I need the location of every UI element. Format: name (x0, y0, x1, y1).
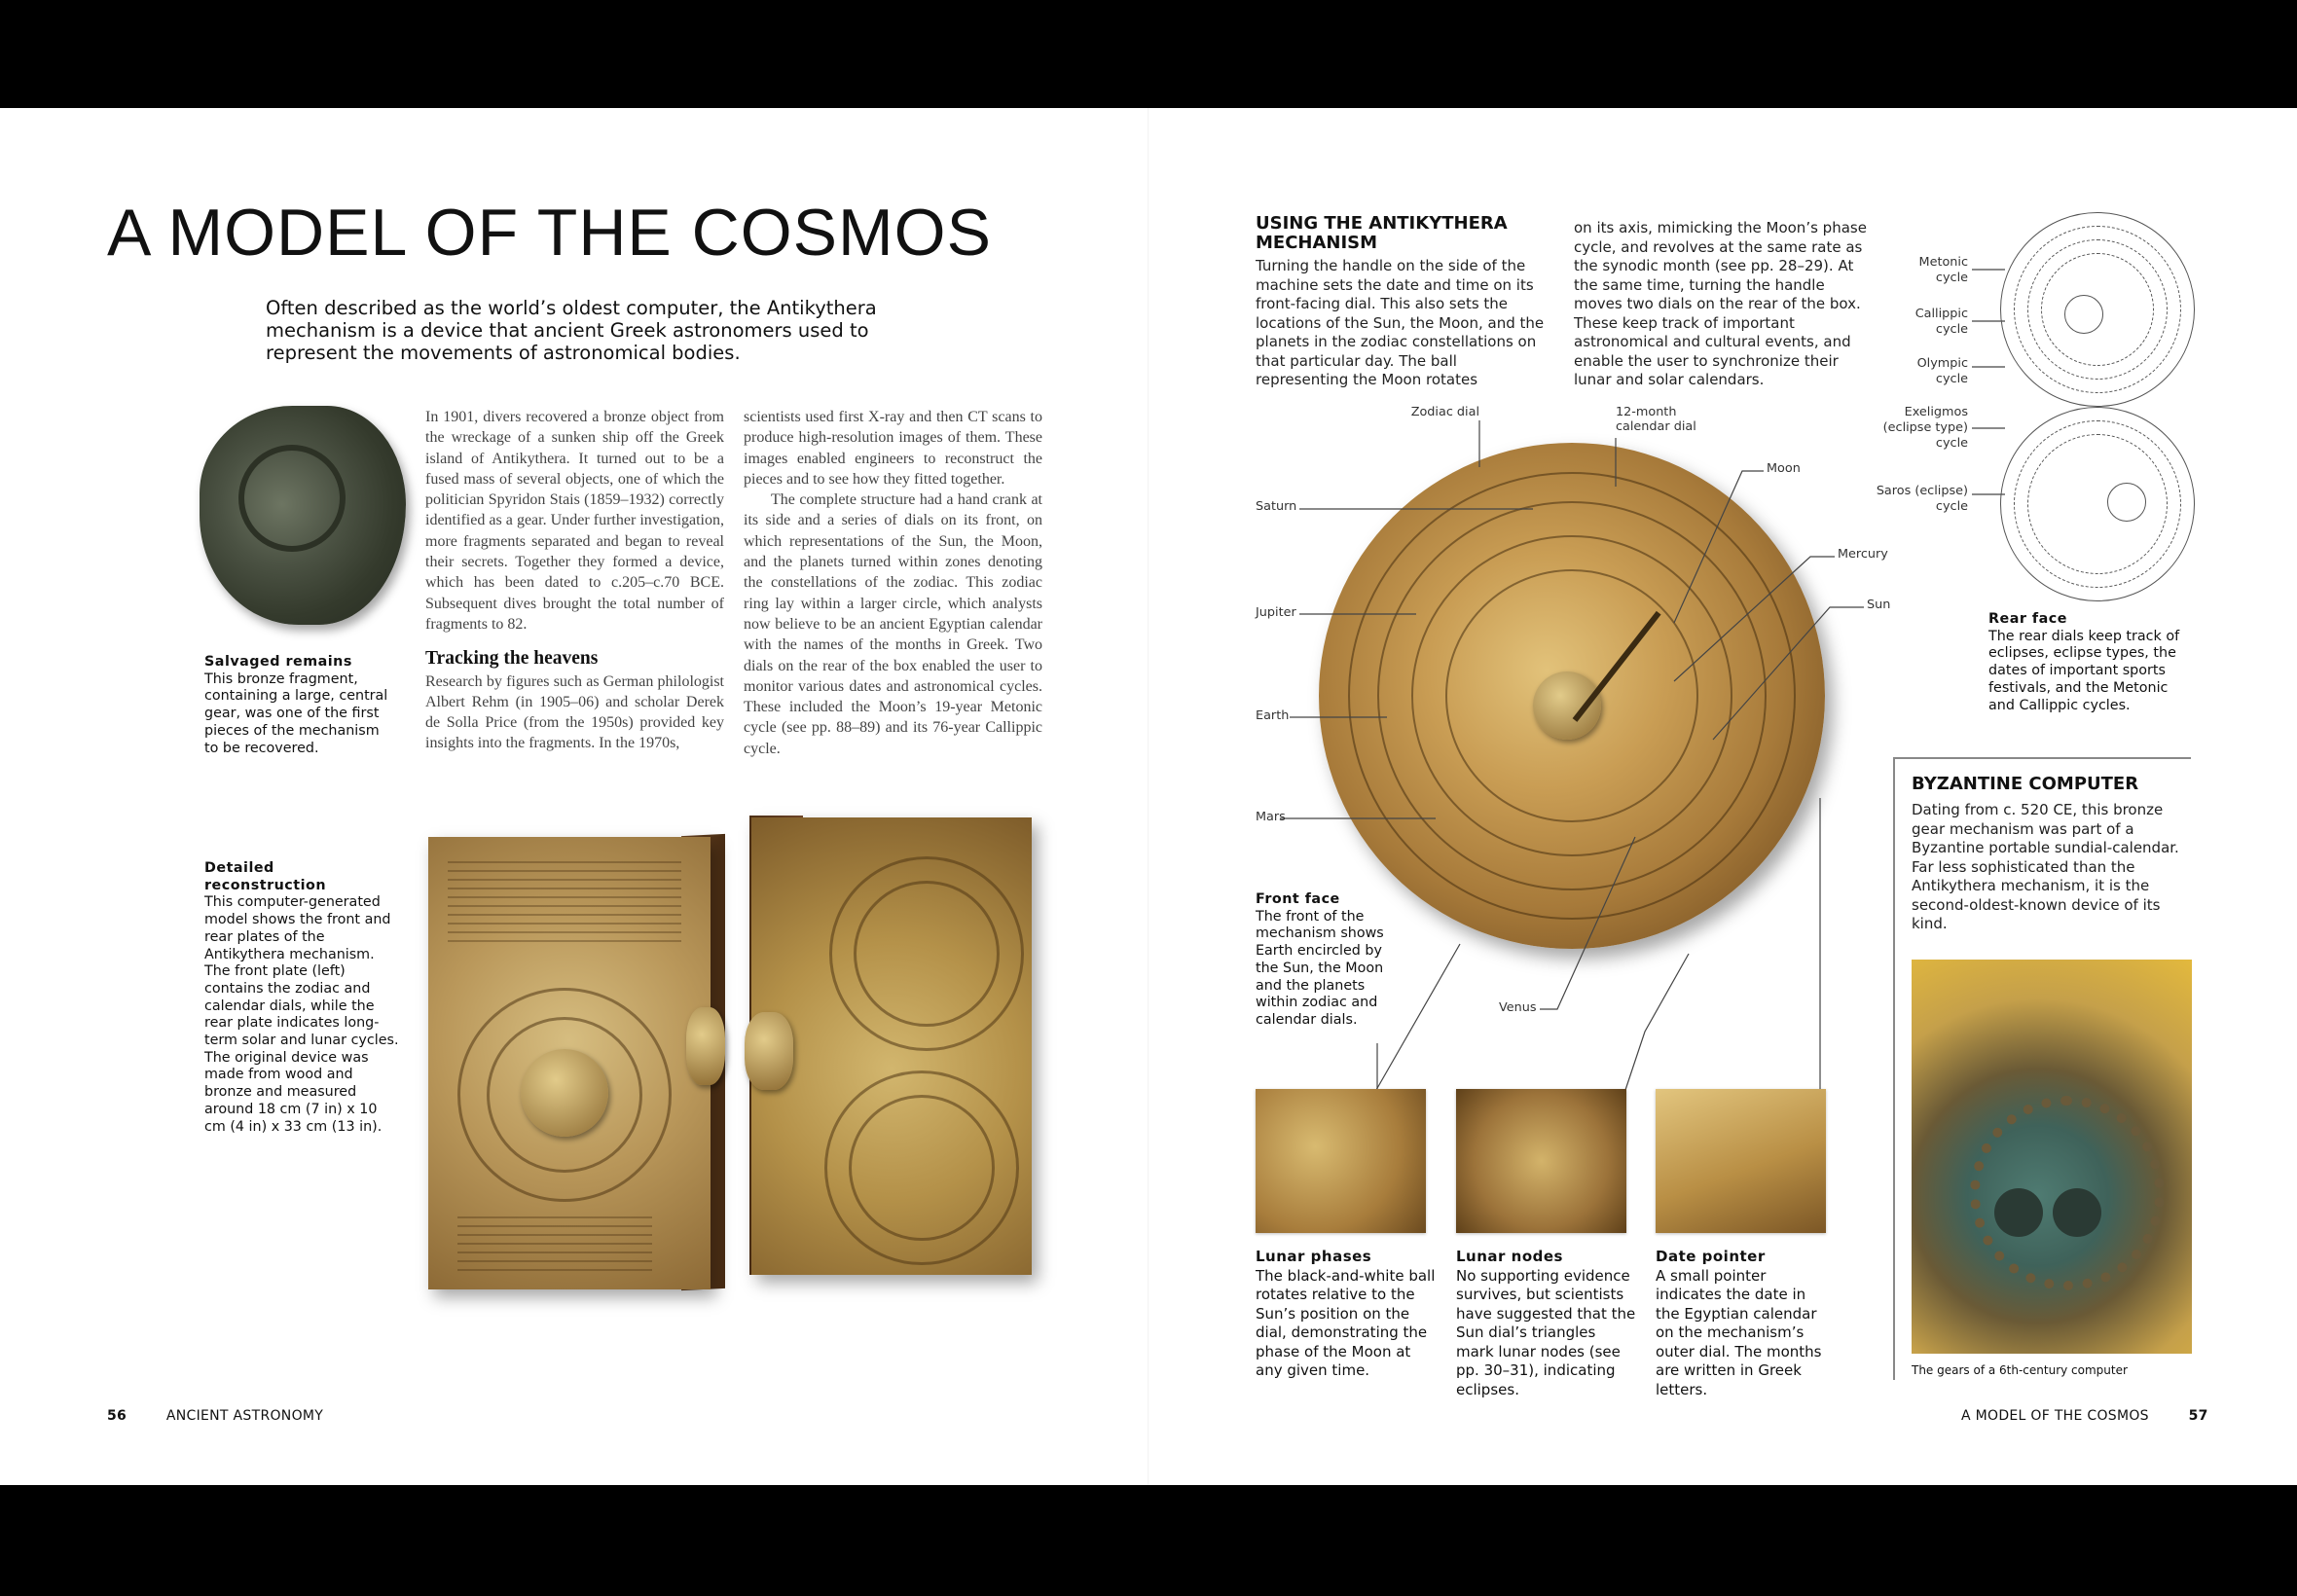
label-earth: Earth (1256, 708, 1290, 723)
label-callippic-cycle: Callippic cycle (1914, 307, 1968, 337)
thumb-caption-date-pointer (1656, 1248, 1831, 1399)
lunar-nodes-image (1456, 1089, 1626, 1233)
rear-face-caption (1988, 611, 2188, 714)
reconstruction-caption-text: This computer-generated model shows the front and rear plates of the Antikythera mechanism. The front plate (left) contains the zodiac and calendar dials, while the rear plate indicates long-term solar and lunar cycles. The original device was made from wood and bronze and measured around 18 cm (7 in) x 10 cm (4 in) x 33 cm (13 in). (204, 894, 399, 1135)
using-column-1: Turning the handle on the side of the machine sets the date and time on its front-facing dial. This also sets the locations of the Sun, the Moon, and the planets in the zodiac constellations on that particular day. The ball representing the Moon rotates (1256, 257, 1545, 388)
label-jupiter: Jupiter (1256, 605, 1296, 620)
rear-lower-dial-drawing (2000, 407, 2195, 601)
fragment-caption-text: This bronze fragment, containing a large, central gear, was one of the first pieces of the mechanism to be recovered. (204, 671, 388, 756)
thumb-caption-lunar-nodes (1456, 1248, 1636, 1399)
right-page-number: 57 (2188, 1408, 2208, 1424)
page-title: A MODEL OF THE COSMOS (107, 196, 992, 270)
body-para-2: Research by figures such as German philologist Albert Rehm (in 1905–06) and scholar Derek de Solla Price (from the 1950s) provided key insights into the fragments. In the 1970s, (425, 672, 724, 752)
right-running-head: A MODEL OF THE COSMOS (1961, 1408, 2149, 1424)
front-face-caption-text: The front of the mechanism shows Earth encircled by the Sun, the Moon and the planets within zodiac and calendar dials. (1256, 908, 1384, 1028)
label-exeligmos-cycle: Exeligmos (eclipse type) cycle (1882, 405, 1968, 451)
front-face-caption-title: Front face (1256, 891, 1340, 907)
body-para-4: The complete structure had a hand crank at its side and a series of dials on its front, on which representations of the Sun, the Moon, and the planets turned within zones denoting the constellations of the zodiac. This zodiac ring lay within a larger circle, which analysts now believe to be an ancient Egyptian calendar with the names of the months in Greek. Two dials on the rear of the box enabled the user to monitor various dates and astronomical cycles. These included the Moon’s 19-year Metonic cycle (see pp. 88–89) and its 76-year Callippic cycle. (744, 491, 1042, 757)
thumb-title-lunar-phases: Lunar phases (1256, 1248, 1372, 1265)
thumb-title-date-pointer: Date pointer (1656, 1248, 1766, 1265)
right-footer (1961, 1408, 2208, 1424)
byzantine-gear-image (1912, 960, 2192, 1354)
rear-face-caption-text: The rear dials keep track of eclipses, eclipse types, the dates of important sports festivals, and the Metonic and Callippic cycles. (1988, 628, 2180, 713)
intro-paragraph: Often described as the world’s oldest computer, the Antikythera mechanism is a device that ancient Greek astronomers used to represent the movements of astronomical bodies. (266, 297, 877, 364)
label-saros-cycle: Saros (eclipse) cycle (1876, 484, 1968, 514)
label-mars: Mars (1256, 810, 1286, 824)
date-pointer-image (1656, 1089, 1826, 1233)
body-para-3: scientists used first X-ray and then CT scans to produce high-resolution images of them. These images enabled engineers to reconstruct the pieces and to see how they fitted together. (744, 409, 1042, 488)
label-sun: Sun (1867, 598, 1891, 612)
front-face-caption (1256, 891, 1392, 1030)
left-running-head: ANCIENT ASTRONOMY (165, 1408, 324, 1424)
rear-upper-dial-drawing (2000, 212, 2195, 407)
lunar-phases-image (1256, 1089, 1426, 1233)
byzantine-image-caption: The gears of a 6th-century computer (1912, 1363, 2128, 1377)
thumb-title-lunar-nodes: Lunar nodes (1456, 1248, 1563, 1265)
byzantine-heading: BYZANTINE COMPUTER (1912, 774, 2139, 794)
fragment-caption-title: Salvaged remains (204, 654, 352, 670)
subhead-tracking: Tracking the heavens (425, 648, 599, 670)
using-column-2: on its axis, mimicking the Moon’s phase cycle, and revolves at the same rate as the synodic month (see pp. 28–29). At the same time, turning the handle moves two dials on the rear of the box. These keep track of important astronomical and cultural events, and enable the user to synchronize their lunar and solar calendars. (1574, 219, 1867, 388)
rear-face-caption-title: Rear face (1988, 611, 2067, 627)
thumb-text-date-pointer: A small pointer indicates the date in the Egyptian calendar on the mechanism’s outer dial. The months are written in Greek letters. (1656, 1266, 1822, 1398)
using-heading: USING THE ANTIKYTHERA MECHANISM (1256, 213, 1508, 253)
byzantine-box-left-rule (1893, 757, 1895, 1380)
body-para-1: In 1901, divers recovered a bronze object from the wreckage of a sunken ship off the Greek island of Antikythera. It turned out to be a fused mass of several objects, one of which the politician Spyridon Stais (1859–1932) correctly identified as a gear. Under further investigation, more fragments separated and began to reveal their secrets. Together they formed a device, which has been dated to c.205–c.70 BCE. Subsequent dives brought the total number of fragments to 82. (425, 409, 724, 633)
thumb-text-lunar-nodes: No supporting evidence survives, but scientists have suggested that the Sun dial’s triangles mark lunar nodes (see pp. 30–31), indicating eclipses. (1456, 1266, 1636, 1398)
reconstruction-caption-title: Detailed reconstruction (204, 860, 327, 893)
byzantine-box-top-rule (1893, 757, 2191, 762)
left-page-number: 56 (107, 1408, 128, 1424)
byzantine-text: Dating from c. 520 CE, this bronze gear mechanism was part of a Byzantine portable sundial-calendar. Far less sophisticated than the Antikythera mechanism, it is the second-oldest-known device of its kind. (1912, 801, 2179, 932)
thumb-text-lunar-phases: The black-and-white ball rotates relative to the Sun’s position on the dial, demonstrating the phase of the Moon at any given time. (1256, 1266, 1436, 1379)
label-olympic-cycle: Olympic cycle (1916, 356, 1968, 386)
label-zodiac-dial: Zodiac dial (1410, 405, 1479, 419)
label-metonic-cycle: Metonic cycle (1918, 255, 1968, 285)
label-moon: Moon (1767, 461, 1801, 476)
label-calendar-dial: 12-month calendar dial (1616, 405, 1696, 434)
thumb-caption-lunar-phases (1256, 1248, 1436, 1381)
label-venus: Venus (1499, 1000, 1537, 1015)
label-mercury: Mercury (1838, 547, 1888, 562)
label-saturn: Saturn (1256, 499, 1297, 514)
